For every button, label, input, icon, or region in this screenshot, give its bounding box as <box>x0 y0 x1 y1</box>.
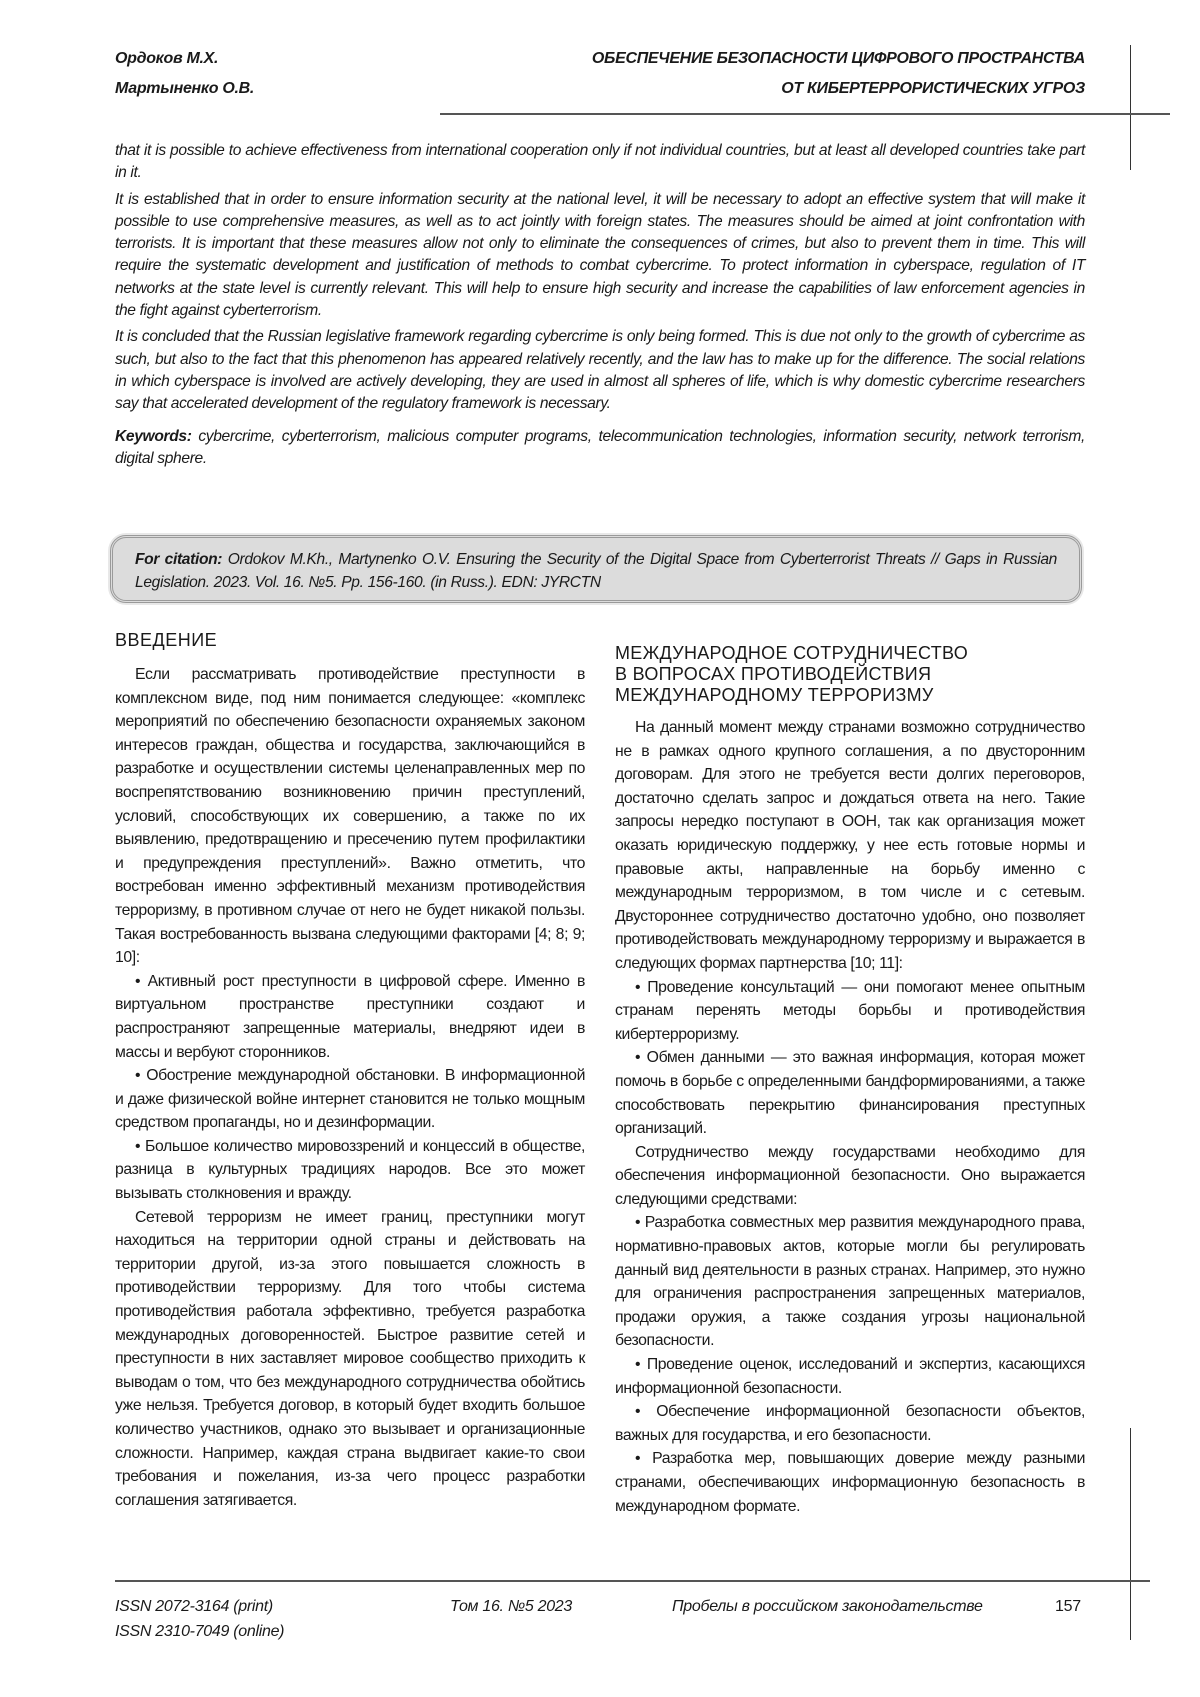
citation-label: For citation: <box>135 551 222 568</box>
keywords-text: cybercrime, cyberterrorism, malicious computer programs, telecommunication technologies, information security, network terrorism, digital sphere. <box>115 428 1085 467</box>
bullet-item: • Обмен данными — это важная информация, которая может помочь в борьбе с определенными бандформированиями, а также способствовать перекрытию финансирования преступных организаций. <box>615 1046 1085 1140</box>
keywords <box>115 426 1085 471</box>
footer-journal: Пробелы в российском законодательстве <box>672 1594 983 1619</box>
heading-line: МЕЖДУНАРОДНОЕ СОТРУДНИЧЕСТВО <box>615 643 968 664</box>
header-horizontal-rule <box>440 113 1170 115</box>
body-paragraph: На данный момент между странами возможно сотрудничество не в рамках одного крупного соглашения, а по двусторонним договорам. Для этого не требуется вести долгих переговоров, достаточно сделать запрос и дождаться ответа на него. Такие запросы нередко поступают в ООН, так как организация может оказать юридическую поддержку, у нее есть готовые нормы и правовые акты, направленные на борьбу именно с международным терроризмом, в том числе и с сетевым. Двустороннее сотрудничество достаточно удобно, оно позволяет противодействовать международному терроризму и выражается в следующих формах партнерства [10; 11]: <box>615 716 1085 976</box>
citation-text: Ordokov M.Kh., Martynenko O.V. Ensuring the Security of the Digital Space from Cyberterrorist Threats // Gaps in Russian Legislation. 2023. Vol. 16. №5. Pp. 156-160. (in Russ.). EDN: JYRCTN <box>135 551 1057 591</box>
author-2: Мартыненко О.В. <box>115 74 254 104</box>
title-line-2: ОТ КИБЕРТЕРРОРИСТИЧЕСКИХ УГРОЗ <box>592 74 1085 104</box>
section-heading-international-cooperation <box>615 643 968 706</box>
citation-box <box>110 535 1082 603</box>
bullet-item: • Проведение консультаций — они помогают менее опытным странам перенять методы борьбы и противодействия кибертерроризму. <box>615 976 1085 1047</box>
bullet-item: • Проведение оценок, исследований и экспертиз, касающихся информационной безопасности. <box>615 1353 1085 1400</box>
footer-volume: Том 16. №5 2023 <box>450 1594 572 1619</box>
footer-issn <box>115 1594 284 1644</box>
heading-line: МЕЖДУНАРОДНОМУ ТЕРРОРИЗМУ <box>615 685 968 706</box>
issn-print: ISSN 2072-3164 (print) <box>115 1594 284 1619</box>
abstract-paragraph: It is concluded that the Russian legislative framework regarding cybercrime is only being formed. This is due not only to the growth of cybercrime as such, but also to the fact that this phenomenon has appeared relatively recently, and the law has to make up for the difference. The social relations in which cyberspace is involved are actively developing, they are used in almost all spheres of life, which is why domestic cybercrime researchers say that accelerated development of the regulatory framework is necessary. <box>115 326 1085 415</box>
author-1: Ордоков М.Х. <box>115 44 254 74</box>
page-number: 157 <box>1055 1594 1081 1619</box>
abstract-paragraph: It is established that in order to ensure information security at the national level, it will be necessary to adopt an effective system that will make it possible to use comprehensive measures, as well as to act jointly with foreign states. The measures should be aimed at joint confrontation with terrorists. It is important that these measures allow not only to eliminate the consequences of crimes, but also to prevent them in time. This will require the systematic development and justification of methods to combat cybercrime. To protect information in cyberspace, regulation of IT networks at the state level is currently relevant. This will help to ensure high security and increase the capabilities of law enforcement agencies in the fight against cyberterrorism. <box>115 189 1085 323</box>
footer-vertical-rule <box>1130 1428 1131 1640</box>
keywords-label: Keywords: <box>115 428 192 445</box>
body-paragraph: Сетевой терроризм не имеет границ, преступники могут находиться на территории одной страны и действовать на территории другой, из-за этого повышается сложность в противодействии терроризму. Для того чтобы система противодействия работала эффективно, требуется разработка международных договоренностей. Быстрое развитие сетей и преступности в них заставляет мировое сообщество приходить к выводам о том, что без международного сотрудничества обойтись уже нельзя. Требуется договор, в который будет входить большое количество участников, однако это вызывает и организационные сложности. Например, каждая страна выдвигает какие-то свои требования и пожелания, из-за чего процесс разработки соглашения затягивается. <box>115 1206 585 1513</box>
bullet-item: • Разработка совместных мер развития международного права, нормативно-правовых актов, которые могли бы регулировать данный вид деятельности в разных странах. Например, это нужно для ограничения распространения запрещенных материалов, продажи оружия, а также создания угрозы национальной безопасности. <box>615 1211 1085 1353</box>
left-column <box>115 663 585 1512</box>
bullet-item: • Разработка мер, повышающих доверие между разными странами, обеспечивающих информационную безопасность в международном формате. <box>615 1447 1085 1518</box>
section-heading-introduction: ВВЕДЕНИЕ <box>115 630 217 651</box>
header-authors <box>115 44 254 104</box>
heading-line: В ВОПРОСАХ ПРОТИВОДЕЙСТВИЯ <box>615 664 968 685</box>
bullet-item: • Активный рост преступности в цифровой сфере. Именно в виртуальном пространстве преступники создают и распространяют запрещенные материалы, внедряют идеи в массы и вербуют сторонников. <box>115 970 585 1064</box>
body-paragraph: Сотрудничество между государствами необходимо для обеспечения информационной безопасности. Оно выражается следующими средствами: <box>615 1141 1085 1212</box>
title-line-1: ОБЕСПЕЧЕНИЕ БЕЗОПАСНОСТИ ЦИФРОВОГО ПРОСТРАНСТВА <box>592 44 1085 74</box>
abstract-paragraph: that it is possible to achieve effectiveness from international cooperation only if not individual countries, but at least all developed countries take part in it. <box>115 140 1085 185</box>
bullet-item: • Большое количество мировоззрений и концессий в обществе, разница в культурных традициях народов. Все это может вызывать столкновения и вражду. <box>115 1135 585 1206</box>
right-column <box>615 716 1085 1518</box>
header-vertical-rule <box>1130 45 1131 170</box>
header-title <box>592 44 1085 104</box>
body-paragraph: Если рассматривать противодействие преступности в комплексном виде, под ним понимается следующее: «комплекс мероприятий по обеспечению безопасности охраняемых законом интересов граждан, общества и государства, заключающийся в разработке и осуществлении системы целенаправленных мер по воспрепятствованию возникновению причин преступлений, условий, способствующих их совершению, а также по их выявлению, предотвращению и пресечению путем профилактики и предупреждения преступлений». Важно отметить, что востребован именно эффективный механизм противодействия терроризму, в противном случае от него не будет никакой пользы. Такая востребованность вызвана следующими факторами [4; 8; 9; 10]: <box>115 663 585 970</box>
bullet-item: • Обеспечение информационной безопасности объектов, важных для государства, и его безопасности. <box>615 1400 1085 1447</box>
footer-horizontal-rule <box>115 1580 1150 1582</box>
abstract <box>115 140 1085 474</box>
issn-online: ISSN 2310-7049 (online) <box>115 1619 284 1644</box>
bullet-item: • Обострение международной обстановки. В информационной и даже физической войне интернет становится не только мощным средством пропаганды, но и дезинформации. <box>115 1064 585 1135</box>
